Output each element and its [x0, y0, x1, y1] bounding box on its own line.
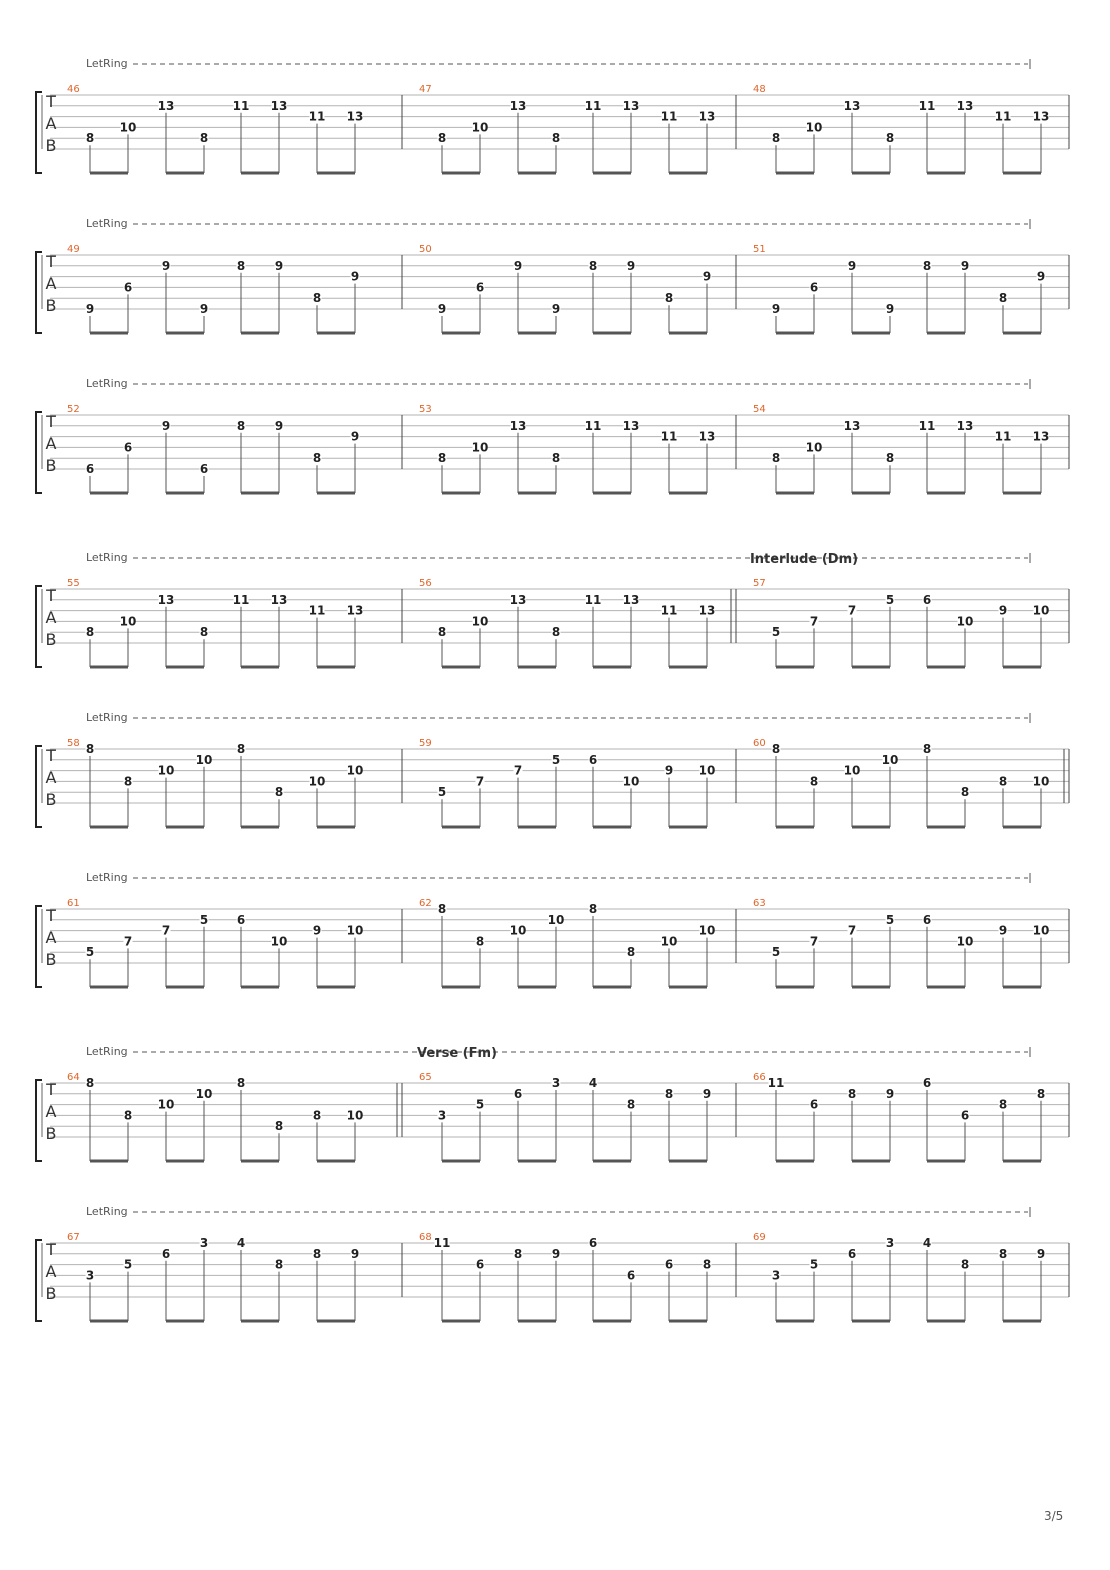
fret-number: 7: [513, 763, 523, 778]
fret-number: 9: [885, 1086, 895, 1101]
fret-number: 8: [123, 774, 133, 789]
tab-clef-letter: T: [46, 746, 56, 765]
fret-number: 13: [509, 592, 527, 607]
fret-number: 9: [274, 418, 284, 433]
fret-number: 9: [1036, 269, 1046, 284]
tab-clef-letter: A: [45, 768, 57, 787]
page-number: 3/5: [1044, 1509, 1064, 1523]
fret-number: 13: [509, 418, 527, 433]
fret-number: 10: [119, 614, 137, 629]
fret-number: 8: [437, 625, 447, 640]
tab-clef-letter: A: [45, 1262, 57, 1281]
tab-clef-letter: T: [46, 252, 56, 271]
let-ring-label: LetRing: [86, 1045, 128, 1058]
fret-number: 10: [622, 774, 640, 789]
fret-number: 3: [199, 1236, 209, 1250]
tab-clef-letter: B: [45, 296, 57, 315]
fret-number: 5: [437, 785, 447, 800]
fret-number: 4: [922, 1236, 932, 1250]
measure-number: 46: [67, 84, 80, 95]
fret-number: 9: [626, 258, 636, 273]
tab-clef-letter: A: [45, 928, 57, 947]
fret-number: 9: [702, 1086, 712, 1101]
tab-clef-letter: T: [46, 1080, 56, 1099]
fret-number: 10: [509, 923, 527, 938]
fret-number: 5: [885, 592, 895, 607]
system: [36, 377, 1069, 493]
let-ring-label: LetRing: [86, 871, 128, 884]
fret-number: 9: [771, 302, 781, 316]
fret-number: 6: [236, 912, 246, 927]
fret-number: 11: [584, 418, 602, 433]
tab-clef-letter: A: [45, 114, 57, 133]
fret-number: 13: [157, 592, 175, 607]
fret-number: 9: [998, 603, 1008, 618]
fret-number: 8: [626, 1097, 636, 1112]
fret-number: 8: [960, 785, 970, 800]
fret-number: 8: [513, 1246, 523, 1261]
fret-number: 13: [157, 98, 175, 113]
tab-clef-letter: T: [46, 1240, 56, 1259]
fret-number: 8: [847, 1086, 857, 1101]
fret-number: 8: [85, 1076, 95, 1090]
fret-number: 6: [475, 280, 485, 295]
fret-number: 10: [698, 763, 716, 778]
fret-number: 10: [843, 763, 861, 778]
fret-number: 11: [433, 1236, 451, 1250]
measure-number: 69: [753, 1232, 766, 1243]
fret-number: 6: [123, 440, 133, 455]
fret-number: 7: [809, 614, 819, 629]
fret-number: 10: [1032, 923, 1050, 938]
fret-number: 13: [346, 603, 364, 618]
fret-number: 10: [547, 912, 565, 927]
fret-number: 6: [847, 1246, 857, 1261]
fret-number: 3: [551, 1076, 561, 1090]
fret-number: 11: [660, 429, 678, 444]
fret-number: 6: [475, 1257, 485, 1272]
fret-number: 9: [199, 302, 209, 316]
fret-number: 10: [346, 1108, 364, 1123]
fret-number: 10: [956, 614, 974, 629]
fret-number: 5: [809, 1257, 819, 1272]
fret-number: 9: [350, 269, 360, 284]
tab-clef-letter: B: [45, 1124, 57, 1143]
fret-number: 10: [471, 120, 489, 135]
fret-number: 9: [437, 302, 447, 316]
fret-number: 8: [199, 625, 209, 640]
fret-number: 11: [584, 592, 602, 607]
fret-number: 6: [199, 462, 209, 476]
let-ring-label: LetRing: [86, 217, 128, 230]
system-bracket: [36, 746, 42, 827]
fret-number: 9: [161, 418, 171, 433]
tab-clef-letter: A: [45, 1102, 57, 1121]
fret-number: 10: [270, 934, 288, 949]
fret-number: 10: [956, 934, 974, 949]
fret-number: 10: [698, 923, 716, 938]
fret-number: 8: [274, 1119, 284, 1134]
fret-number: 11: [232, 592, 250, 607]
fret-number: 8: [922, 742, 932, 756]
fret-number: 6: [809, 280, 819, 295]
fret-number: 9: [998, 923, 1008, 938]
fret-number: 8: [998, 1246, 1008, 1261]
fret-number: 8: [771, 451, 781, 466]
fret-number: 8: [85, 131, 95, 146]
fret-number: 13: [698, 109, 716, 124]
system: [36, 57, 1069, 173]
fret-number: 10: [346, 763, 364, 778]
system: [36, 1045, 1069, 1161]
fret-number: 9: [513, 258, 523, 273]
fret-number: 13: [698, 429, 716, 444]
fret-number: 8: [998, 1097, 1008, 1112]
system-bracket: [36, 92, 42, 173]
fret-number: 10: [881, 752, 899, 767]
measure-number: 66: [753, 1072, 766, 1083]
fret-number: 11: [994, 429, 1012, 444]
fret-number: 5: [475, 1097, 485, 1112]
fret-number: 10: [195, 1086, 213, 1101]
fret-number: 11: [308, 603, 326, 618]
fret-number: 11: [308, 109, 326, 124]
fret-number: 6: [588, 1236, 598, 1250]
fret-number: 6: [809, 1097, 819, 1112]
measure-number: 47: [419, 84, 432, 95]
section-label: Interlude (Dm): [749, 552, 859, 567]
measure-number: 48: [753, 84, 766, 95]
fret-number: 10: [1032, 774, 1050, 789]
fret-number: 7: [123, 934, 133, 949]
fret-number: 6: [123, 280, 133, 295]
let-ring-label: LetRing: [86, 57, 128, 70]
tab-clef-letter: A: [45, 274, 57, 293]
fret-number: 10: [157, 763, 175, 778]
system: [36, 551, 1069, 667]
fret-number: 13: [622, 98, 640, 113]
fret-number: 11: [660, 603, 678, 618]
tab-clef-letter: B: [45, 790, 57, 809]
fret-number: 8: [664, 291, 674, 306]
fret-number: 8: [702, 1257, 712, 1272]
fret-number: 9: [960, 258, 970, 273]
tab-clef-letter: A: [45, 608, 57, 627]
fret-number: 8: [437, 451, 447, 466]
fret-number: 6: [588, 752, 598, 767]
fret-number: 13: [622, 592, 640, 607]
measure-number: 54: [753, 404, 766, 415]
fret-number: 13: [346, 109, 364, 124]
fret-number: 8: [437, 902, 447, 916]
fret-number: 8: [236, 418, 246, 433]
fret-number: 6: [626, 1268, 636, 1283]
fret-number: 8: [236, 1076, 246, 1090]
fret-number: 9: [551, 1246, 561, 1261]
system-bracket: [36, 906, 42, 987]
fret-number: 13: [956, 418, 974, 433]
fret-number: 6: [922, 592, 932, 607]
fret-number: 10: [471, 614, 489, 629]
measure-number: 64: [67, 1072, 80, 1083]
fret-number: 11: [232, 98, 250, 113]
fret-number: 11: [918, 418, 936, 433]
let-ring-label: LetRing: [86, 551, 128, 564]
fret-number: 7: [475, 774, 485, 789]
tab-clef-letter: T: [46, 586, 56, 605]
fret-number: 8: [1036, 1086, 1046, 1101]
measure-number: 68: [419, 1232, 432, 1243]
measure-number: 56: [419, 578, 432, 589]
fret-number: 8: [123, 1108, 133, 1123]
fret-number: 8: [312, 291, 322, 306]
fret-number: 13: [843, 418, 861, 433]
measure-number: 50: [419, 244, 432, 255]
fret-number: 9: [885, 302, 895, 316]
measure-number: 53: [419, 404, 432, 415]
fret-number: 8: [274, 785, 284, 800]
fret-number: 9: [551, 302, 561, 316]
tab-clef-letter: T: [46, 906, 56, 925]
tab-clef-letter: B: [45, 950, 57, 969]
measure-number: 67: [67, 1232, 80, 1243]
fret-number: 10: [195, 752, 213, 767]
fret-number: 13: [1032, 429, 1050, 444]
fret-number: 9: [274, 258, 284, 273]
fret-number: 9: [85, 302, 95, 316]
fret-number: 5: [771, 945, 781, 960]
measure-number: 52: [67, 404, 80, 415]
fret-number: 5: [199, 912, 209, 927]
fret-number: 10: [157, 1097, 175, 1112]
fret-number: 8: [475, 934, 485, 949]
measure-number: 65: [419, 1072, 432, 1083]
tab-clef-letter: B: [45, 136, 57, 155]
fret-number: 3: [437, 1108, 447, 1123]
fret-number: 7: [847, 923, 857, 938]
fret-number: 8: [885, 451, 895, 466]
system-bracket: [36, 412, 42, 493]
fret-number: 8: [551, 451, 561, 466]
fret-number: 9: [312, 923, 322, 938]
fret-number: 10: [471, 440, 489, 455]
fret-number: 8: [274, 1257, 284, 1272]
fret-number: 8: [312, 1246, 322, 1261]
fret-number: 10: [308, 774, 326, 789]
fret-number: 10: [1032, 603, 1050, 618]
fret-number: 13: [270, 98, 288, 113]
measure-number: 62: [419, 898, 432, 909]
fret-number: 9: [350, 1246, 360, 1261]
system: [36, 871, 1069, 987]
fret-number: 9: [702, 269, 712, 284]
tab-clef-letter: B: [45, 456, 57, 475]
fret-number: 10: [660, 934, 678, 949]
tab-clef-letter: B: [45, 630, 57, 649]
system: [36, 217, 1069, 333]
fret-number: 8: [960, 1257, 970, 1272]
fret-number: 6: [161, 1246, 171, 1261]
fret-number: 8: [998, 774, 1008, 789]
fret-number: 4: [588, 1076, 598, 1090]
fret-number: 10: [119, 120, 137, 135]
fret-number: 8: [85, 625, 95, 640]
fret-number: 8: [312, 451, 322, 466]
fret-number: 13: [956, 98, 974, 113]
fret-number: 8: [85, 742, 95, 756]
fret-number: 11: [767, 1076, 785, 1090]
measure-number: 60: [753, 738, 766, 749]
tab-clef-letter: B: [45, 1284, 57, 1303]
fret-number: 11: [994, 109, 1012, 124]
fret-number: 9: [1036, 1246, 1046, 1261]
let-ring-label: LetRing: [86, 377, 128, 390]
measure-number: 58: [67, 738, 80, 749]
let-ring-label: LetRing: [86, 711, 128, 724]
system: [36, 1205, 1069, 1321]
fret-number: 4: [236, 1236, 246, 1250]
fret-number: 6: [513, 1086, 523, 1101]
fret-number: 5: [885, 912, 895, 927]
fret-number: 9: [847, 258, 857, 273]
fret-number: 13: [270, 592, 288, 607]
fret-number: 8: [588, 902, 598, 916]
fret-number: 5: [123, 1257, 133, 1272]
fret-number: 8: [551, 625, 561, 640]
fret-number: 8: [236, 258, 246, 273]
fret-number: 8: [922, 258, 932, 273]
fret-number: 8: [998, 291, 1008, 306]
measure-number: 61: [67, 898, 80, 909]
fret-number: 8: [626, 945, 636, 960]
fret-number: 9: [664, 763, 674, 778]
fret-number: 8: [885, 131, 895, 146]
fret-number: 11: [584, 98, 602, 113]
fret-number: 8: [664, 1086, 674, 1101]
fret-number: 11: [660, 109, 678, 124]
fret-number: 6: [922, 912, 932, 927]
fret-number: 8: [236, 742, 246, 756]
fret-number: 3: [85, 1268, 95, 1283]
fret-number: 8: [771, 131, 781, 146]
fret-number: 7: [161, 923, 171, 938]
section-label: Verse (Fm): [417, 1046, 497, 1061]
fret-number: 9: [350, 429, 360, 444]
measure-number: 49: [67, 244, 80, 255]
fret-number: 7: [847, 603, 857, 618]
measure-number: 51: [753, 244, 766, 255]
tab-clef-letter: T: [46, 412, 56, 431]
measure-number: 55: [67, 578, 80, 589]
fret-number: 7: [809, 934, 819, 949]
fret-number: 3: [885, 1236, 895, 1250]
fret-number: 5: [551, 752, 561, 767]
fret-number: 8: [551, 131, 561, 146]
fret-number: 13: [1032, 109, 1050, 124]
fret-number: 6: [960, 1108, 970, 1123]
fret-number: 8: [809, 774, 819, 789]
fret-number: 13: [698, 603, 716, 618]
fret-number: 6: [664, 1257, 674, 1272]
measure-number: 63: [753, 898, 766, 909]
fret-number: 8: [588, 258, 598, 273]
fret-number: 13: [843, 98, 861, 113]
system-bracket: [36, 586, 42, 667]
fret-number: 10: [805, 120, 823, 135]
fret-number: 9: [161, 258, 171, 273]
tab-clef-letter: A: [45, 434, 57, 453]
fret-number: 10: [805, 440, 823, 455]
system-bracket: [36, 1240, 42, 1321]
fret-number: 8: [771, 742, 781, 756]
system-bracket: [36, 252, 42, 333]
fret-number: 10: [346, 923, 364, 938]
measure-number: 59: [419, 738, 432, 749]
fret-number: 8: [437, 131, 447, 146]
fret-number: 13: [509, 98, 527, 113]
system-bracket: [36, 1080, 42, 1161]
fret-number: 8: [312, 1108, 322, 1123]
fret-number: 3: [771, 1268, 781, 1283]
fret-number: 5: [771, 625, 781, 640]
let-ring-label: LetRing: [86, 1205, 128, 1218]
measure-number: 57: [753, 578, 766, 589]
fret-number: 5: [85, 945, 95, 960]
fret-number: 11: [918, 98, 936, 113]
system: [36, 711, 1069, 827]
fret-number: 6: [922, 1076, 932, 1090]
tab-clef-letter: T: [46, 92, 56, 111]
fret-number: 6: [85, 462, 95, 476]
fret-number: 13: [622, 418, 640, 433]
fret-number: 8: [199, 131, 209, 146]
